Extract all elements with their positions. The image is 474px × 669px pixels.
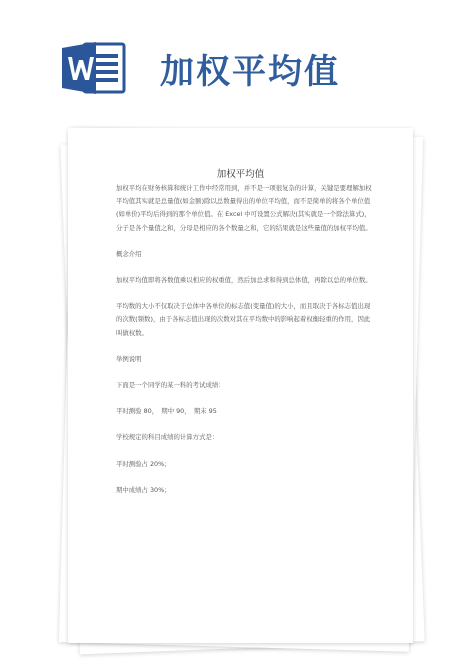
document-heading: 加权平均值 <box>160 52 340 92</box>
document-page <box>68 128 413 643</box>
paragraph-weights: 平均数的大小不仅取决于总体中各单位的标志值(变量值)的大小，而且取决于各标志值出现的次数(频数)，由于各标志值出现的次数对其在平均数中的影响起着权衡轻重的作用，因此叫做权数。 <box>116 302 371 337</box>
page-content <box>116 182 376 497</box>
paragraph-intro: 加权平均在财务核算和统计工作中经常用到，并不是一项很复杂的计算，关键是要理解加权平均值其实就是总量值(如金额)除以总数量得出的单位平均值，而不是简单的将各个单位值(如单价)平均后得到的那个单位值。在 Excel 中可设置公式解决(其实就是一个除法算式)，分子是各个量值之和，分母是相应的各个数量之和，它的结果就是这些量值的加权平均值。 <box>116 184 372 232</box>
section-heading: 举例说明 <box>116 354 142 363</box>
paragraph-rule: 学校规定的科目成绩的计算方式是： <box>116 433 219 442</box>
paragraph-weight-1: 平时测验占 20%； <box>116 459 171 468</box>
paragraph-definition: 加权平均值即将各数值乘以相应的权重值，然后加总求和得到总体值，再除以总的单位数。 <box>116 276 372 285</box>
paragraph-weight-2: 期中成绩占 30%； <box>116 485 171 494</box>
word-icon <box>62 40 126 96</box>
page-title: 加权平均值 <box>216 169 265 180</box>
document-page-stack <box>60 120 425 655</box>
paragraph-example: 下面是一个同学的某一科的考试成绩： <box>116 381 225 390</box>
paragraph-scores: 平时测验 80， 期中 90， 期末 95 <box>116 407 217 416</box>
section-heading: 概念介绍 <box>116 249 142 258</box>
header <box>0 0 474 120</box>
